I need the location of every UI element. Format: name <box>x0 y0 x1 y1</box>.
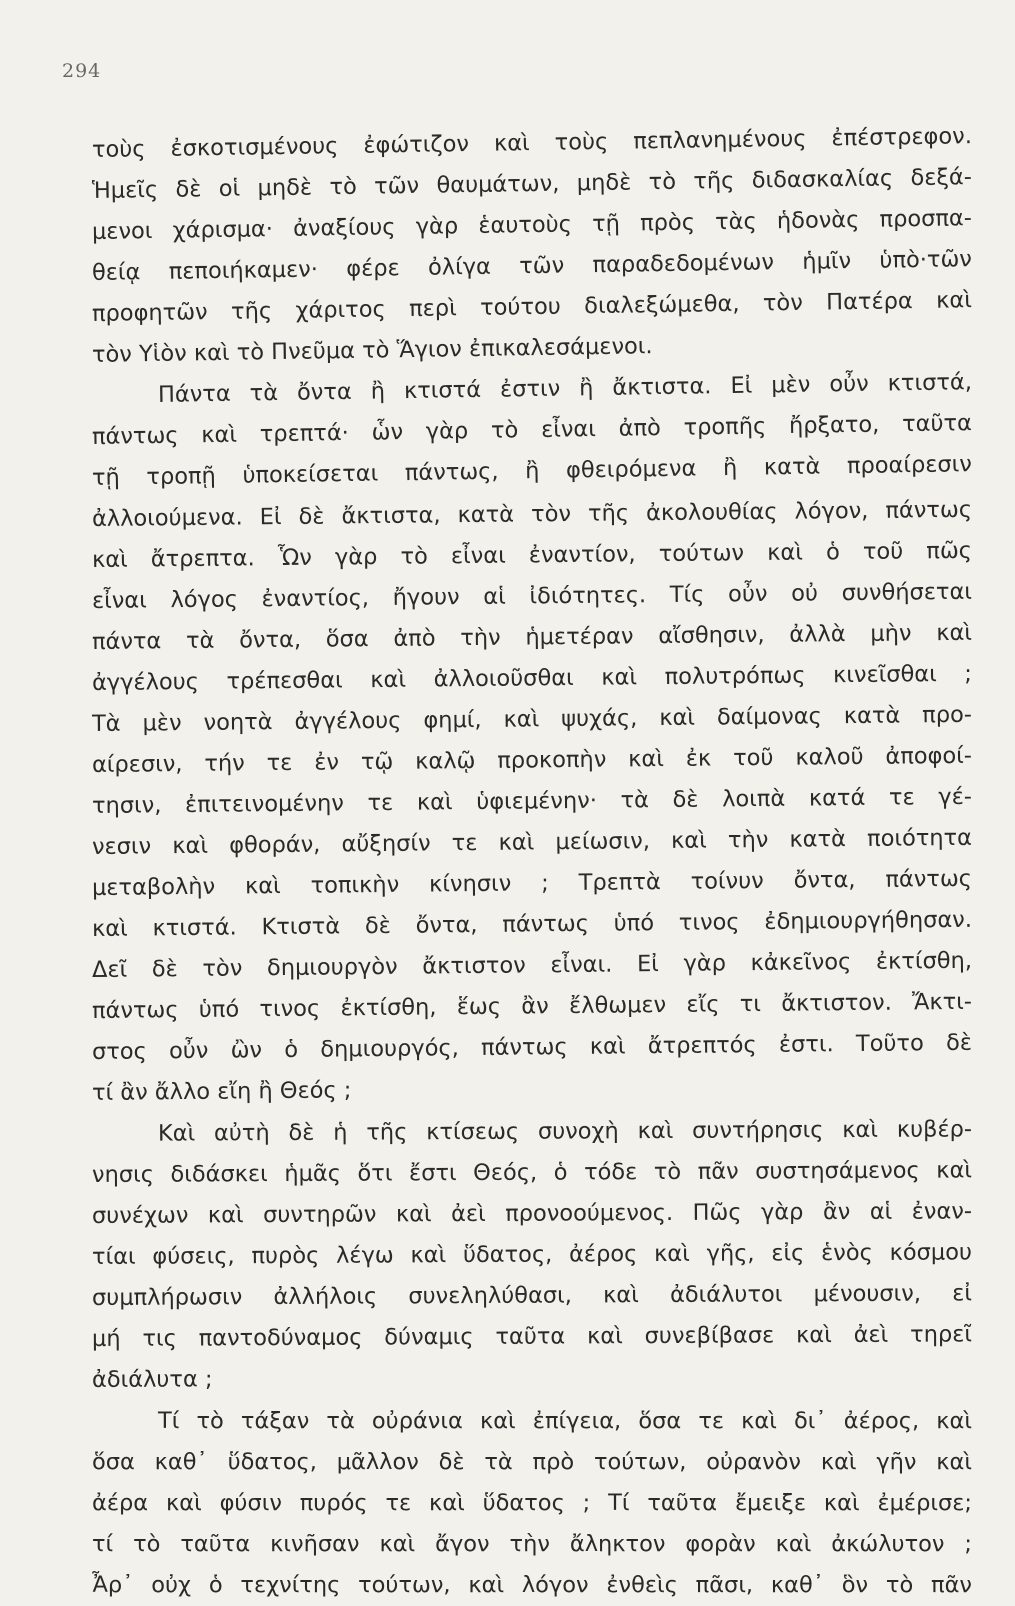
text-line: καὶ ἄτρεπτα. Ὧν γὰρ τὸ εἶναι ἐναντίον, τούτων καὶ ὁ τοῦ πῶς <box>91 537 973 573</box>
text-line: Ἡμεῖς δὲ οἱ μηδὲ τὸ τῶν θαυμάτων, μηδὲ τὸ τῆς διδασκαλίας δεξά- <box>91 164 973 204</box>
text-line: Τί τὸ τάξαν τὰ οὐράνια καὶ ἐπίγεια, ὅσα τε καὶ δι᾿ ἀέρος, καὶ <box>158 1408 972 1434</box>
text-line: εἶναι λόγος ἐναντίος, ἤγουν αἱ ἰδιότητες. Τίς οὖν οὐ συνθήσεται <box>91 578 973 614</box>
text-line: μενοι χάρισμα· ἀναξίους γὰρ ἑαυτοὺς τῇ πρὸς τὰς ἡδονὰς προσπα- <box>91 205 973 245</box>
text-line: πάντως ὑπό τινος ἐκτίσθη, ἕως ἂν ἔλθωμεν εἴς τι ἄκτιστον. Ἄκτι- <box>91 988 973 1024</box>
text-line: Ἆρ᾿ οὐχ ὁ τεχνίτης τούτων, καὶ λόγον ἐνθεὶς πᾶσι, καθ᾿ ὃν τὸ πᾶν <box>92 1572 972 1598</box>
text-line: μεταβολὴν καὶ τοπικὴν κίνησιν ; Τρεπτὰ τοίνυν ὄντα, πάντως <box>91 865 973 901</box>
text-line: Πάντα τὰ ὄντα ἢ κτιστά ἐστιν ἢ ἄκτιστα. Εἰ μὲν οὖν κτιστά, <box>157 369 973 408</box>
text-line: στος οὖν ὢν ὁ δημιουργός, πάντως καὶ ἄτρεπτός ἐστι. Τοῦτο δὲ <box>91 1029 973 1065</box>
text-line: προφητῶν τῆς χάριτος περὶ τούτου διαλεξώμεθα, τὸν Πατέρα καὶ <box>91 287 973 327</box>
text-line: συμπλήρωσιν ἀλλήλοις συνεληλύθασι, καὶ ἀδιάλυτοι μένουσιν, εἰ <box>91 1280 973 1311</box>
text-line: πάντως καὶ τρεπτά· ὧν γὰρ τὸ εἶναι ἀπὸ τροπῆς ἤρξατο, ταῦτα <box>91 410 973 450</box>
text-line: αίρεσιν, τήν τε ἐν τῷ καλῷ προκοπὴν καὶ ἐκ τοῦ καλοῦ ἀποφοί- <box>91 742 973 778</box>
page-number: 294 <box>62 60 102 82</box>
text-line: συνέχων καὶ συντηρῶν καὶ ἀεὶ προνοούμενος. Πῶς γὰρ ἂν αἱ ἐναν- <box>91 1198 973 1229</box>
text-line: θείᾳ πεποιήκαμεν· φέρε ὀλίγα τῶν παραδεδομένων ἡμῖν ὑπὸ·τῶν <box>91 246 973 286</box>
text-line: ἀδιάλυτα ; <box>91 1366 213 1393</box>
text-line: τῇ τροπῇ ὑποκείσεται πάντως, ἢ φθειρόμενα ἢ κατὰ προαίρεσιν <box>91 451 973 491</box>
text-line: τίαι φύσεις, πυρὸς λέγω καὶ ὕδατος, ἀέρος καὶ γῆς, εἰς ἑνὸς κόσμου <box>91 1239 973 1270</box>
text-line: καὶ κτιστά. Κτιστὰ δὲ ὄντα, πάντως ὑπό τινος ἐδημιουργήθησαν. <box>91 906 973 942</box>
text-line: τοὺς ἐσκοτισμένους ἐφώτιζον καὶ τοὺς πεπλανημένους ἐπέστρεφον. <box>91 123 973 163</box>
text-line: νεσιν καὶ φθοράν, αὔξησίν τε καὶ μείωσιν, καὶ τὴν κατὰ ποιότητα <box>91 824 973 860</box>
text-line: τησιν, ἐπιτεινομένην τε καὶ ὑφιεμένην· τὰ δὲ λοιπὰ κατά τε γέ- <box>91 783 973 819</box>
text-line: ἀλλοιούμενα. Εἰ δὲ ἄκτιστα, κατὰ τὸν τῆς ἀκολουθίας λόγον, πάντως <box>91 496 973 532</box>
text-line: ἀέρα καὶ φύσιν πυρός τε καὶ ὕδατος ; Τί ταῦτα ἔμειξε καὶ ἐμέρισε; <box>92 1490 972 1516</box>
text-line: τί τὸ ταῦτα κινῆσαν καὶ ἄγον τὴν ἄληκτον φορὰν καὶ ἀκώλυτον ; <box>92 1531 972 1557</box>
text-line: τὸν Υἱὸν καὶ τὸ Πνεῦμα τὸ Ἅγιον ἐπικαλεσάμενοι. <box>91 333 653 368</box>
text-line: ἀγγέλους τρέπεσθαι καὶ ἀλλοιοῦσθαι καὶ πολυτρόπως κινεῖσθαι ; <box>91 660 973 696</box>
text-line: ὅσα καθ᾿ ὕδατος, μᾶλλον δὲ τὰ πρὸ τούτων, οὐρανὸν καὶ γῆν καὶ <box>92 1449 972 1475</box>
text-line: νησις διδάσκει ἡμᾶς ὅτι ἔστι Θεός, ὁ τόδε τὸ πᾶν συστησάμενος καὶ <box>91 1157 973 1188</box>
text-line: τί ἂν ἄλλο εἴη ἢ Θεός ; <box>91 1077 352 1106</box>
text-line: πάντα τὰ ὄντα, ὅσα ἀπὸ τὴν ἡμετέραν αἴσθησιν, ἀλλὰ μὴν καὶ <box>91 619 973 655</box>
text-line: Δεῖ δὲ τὸν δημιουργὸν ἄκτιστον εἶναι. Εἰ γὰρ κἀκεῖνος ἐκτίσθη, <box>91 947 973 983</box>
text-line: Καὶ αὐτὴ δὲ ἡ τῆς κτίσεως συνοχὴ καὶ συντήρησις καὶ κυβέρ- <box>157 1116 973 1147</box>
text-line: μή τις παντοδύναμος δύναμις ταῦτα καὶ συνεβίβασε καὶ ἀεὶ τηρεῖ <box>91 1321 973 1352</box>
page-text-block <box>91 123 973 1606</box>
text-line: Τὰ μὲν νοητὰ ἀγγέλους φημί, καὶ ψυχάς, καὶ δαίμονας κατὰ προ- <box>91 701 973 737</box>
